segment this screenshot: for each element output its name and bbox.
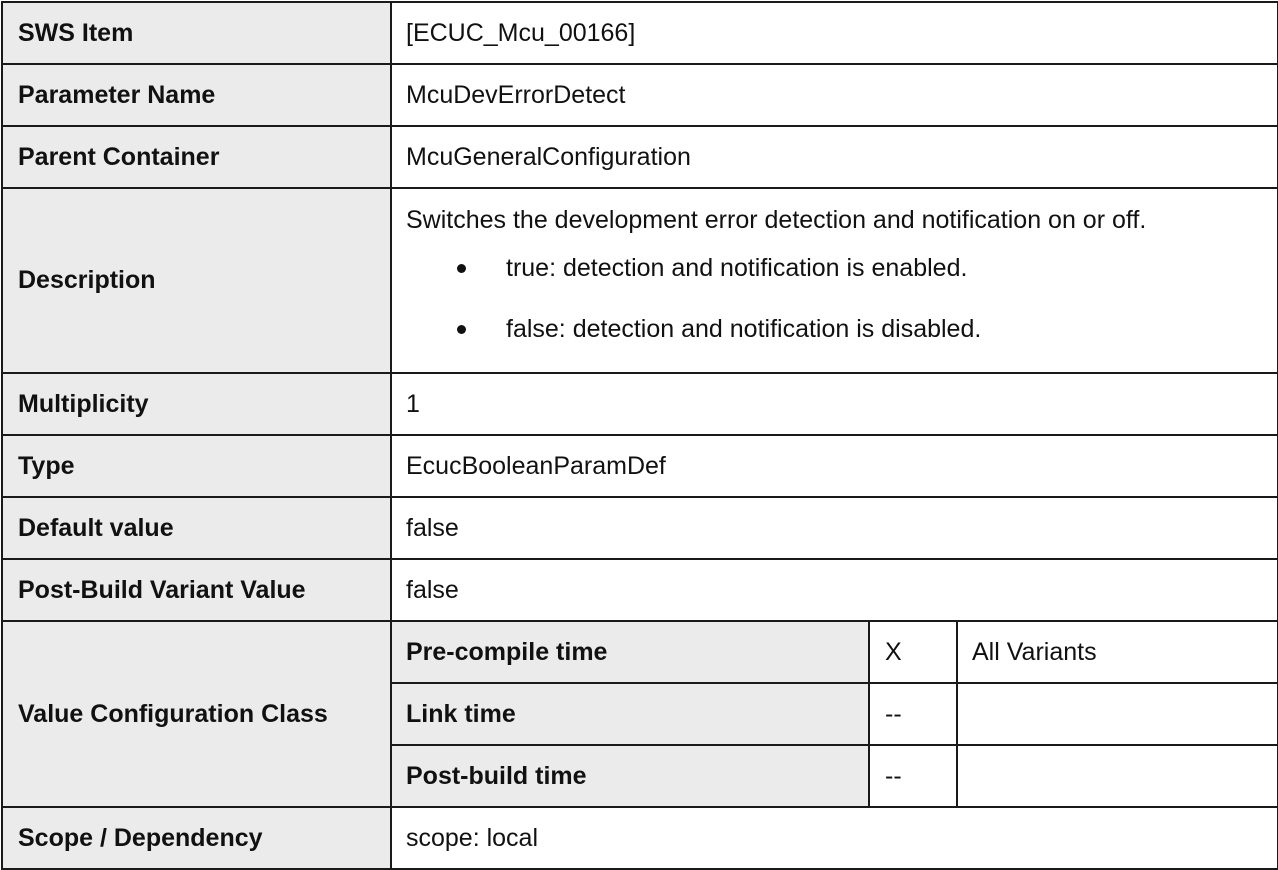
pre-compile-time-label: Pre-compile time: [391, 621, 869, 683]
type-value: EcucBooleanParamDef: [391, 435, 1278, 497]
bullet-text: true: detection and notification is enabled.: [506, 254, 968, 282]
bullet-dot-icon: [457, 325, 466, 334]
link-time-label: Link time: [391, 683, 869, 745]
row-type: [2, 435, 1278, 497]
multiplicity-value: 1: [391, 373, 1278, 435]
description-value: [391, 188, 1278, 373]
bullet-text: false: detection and notification is disabled.: [506, 315, 982, 343]
row-sws-item: [2, 2, 1278, 64]
default-value-value: false: [391, 497, 1278, 559]
description-bullet-list: [406, 253, 1263, 344]
sws-item-label: SWS Item: [2, 2, 391, 64]
pre-compile-time-mark: X: [869, 621, 957, 683]
row-scope-dependency: [2, 807, 1278, 869]
row-value-configuration-class-pre-compile: [2, 621, 1278, 683]
default-value-label: Default value: [2, 497, 391, 559]
type-label: Type: [2, 435, 391, 497]
row-parameter-name: [2, 64, 1278, 126]
description-bullet-false: [406, 314, 1263, 344]
post-build-time-label: Post-build time: [391, 745, 869, 807]
post-build-time-variants: [957, 745, 1278, 807]
row-description: [2, 188, 1278, 373]
row-post-build-variant-value: [2, 559, 1278, 621]
sws-item-value: [ECUC_Mcu_00166]: [391, 2, 1278, 64]
parameter-name-label: Parameter Name: [2, 64, 391, 126]
scope-dependency-value: scope: local: [391, 807, 1278, 869]
bullet-dot-icon: [457, 264, 466, 273]
description-intro: Switches the development error detection and notification on or off.: [406, 206, 1147, 234]
parameter-spec-table: [1, 1, 1278, 870]
link-time-variants: [957, 683, 1278, 745]
pre-compile-time-variants: All Variants: [957, 621, 1278, 683]
link-time-mark: --: [869, 683, 957, 745]
post-build-variant-value-value: false: [391, 559, 1278, 621]
row-multiplicity: [2, 373, 1278, 435]
value-configuration-class-label: Value Configuration Class: [2, 621, 391, 807]
post-build-variant-value-label: Post-Build Variant Value: [2, 559, 391, 621]
description-bullet-true: [406, 253, 1263, 283]
post-build-time-mark: --: [869, 745, 957, 807]
row-default-value: [2, 497, 1278, 559]
parent-container-value: McuGeneralConfiguration: [391, 126, 1278, 188]
parent-container-label: Parent Container: [2, 126, 391, 188]
parameter-name-value: McuDevErrorDetect: [391, 64, 1278, 126]
scope-dependency-label: Scope / Dependency: [2, 807, 391, 869]
row-parent-container: [2, 126, 1278, 188]
description-label: Description: [2, 188, 391, 373]
multiplicity-label: Multiplicity: [2, 373, 391, 435]
